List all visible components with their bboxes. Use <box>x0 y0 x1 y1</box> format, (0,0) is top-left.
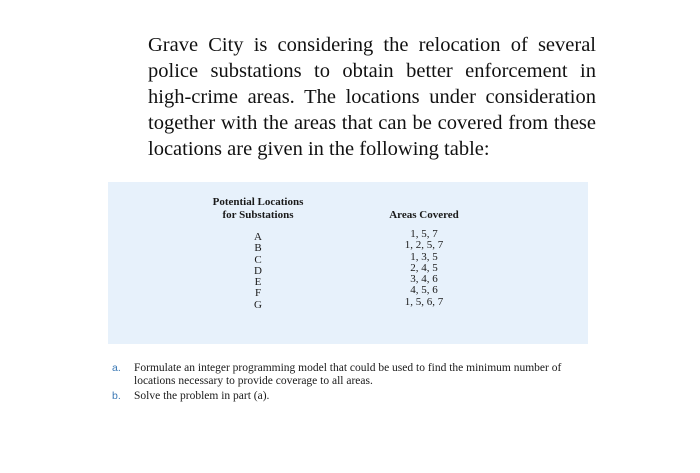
table-cell-areas: 2, 4, 5 <box>410 261 438 274</box>
areas-column <box>370 209 478 308</box>
problem-intro: Grave City is considering the relocation of several police substations to obtain better enforcement in high-crime areas. The locations under consideration together with the areas that can be covered from these locations are given in the following table: <box>148 34 596 160</box>
question-label: b. <box>112 390 121 402</box>
area-values <box>370 229 478 308</box>
locations-column <box>198 196 318 311</box>
table-cell-areas: 1, 3, 5 <box>410 250 438 263</box>
question-list <box>112 362 602 405</box>
question-text: Formulate an integer programming model that could be used to find the minimum number of locations necessary to provide coverage to all areas. <box>134 362 562 387</box>
table-cell-location: B <box>254 242 262 255</box>
table-cell-location: E <box>254 276 262 289</box>
question-text: Solve the problem in part (a). <box>134 390 270 402</box>
question-label: a. <box>112 362 121 374</box>
table-cell-areas: 1, 5, 6, 7 <box>404 295 444 308</box>
areas-column-header: Areas Covered <box>389 209 459 221</box>
table-cell-areas: 1, 5, 7 <box>410 228 438 240</box>
locations-header-line1: Potential Locations <box>212 196 304 208</box>
locations-table <box>108 182 588 344</box>
question-item <box>112 362 602 388</box>
table-cell-areas: 1, 2, 5, 7 <box>404 239 444 252</box>
question-item <box>112 390 602 403</box>
locations-column-header <box>198 196 318 222</box>
table-cell-areas: 4, 5, 6 <box>410 284 438 297</box>
table-cell-areas: 3, 4, 6 <box>410 273 438 286</box>
table-cell-location: F <box>254 287 262 300</box>
table-cell-location: A <box>254 231 262 243</box>
table-cell-location: D <box>254 264 262 277</box>
locations-header-line2: for Substations <box>222 209 294 221</box>
table-cell-location: G <box>254 298 262 311</box>
table-cell-location: C <box>254 253 262 266</box>
location-values <box>198 232 318 311</box>
